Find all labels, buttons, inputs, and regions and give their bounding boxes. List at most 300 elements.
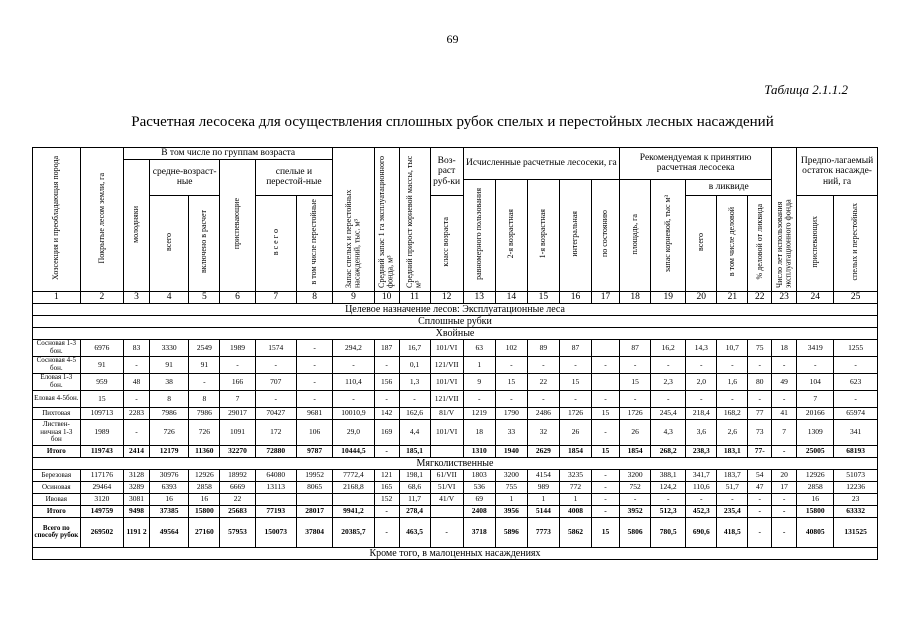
table-cell: 7986 (189, 407, 220, 419)
section-purpose: Целевое назначение лесов: Эксплуатационные леса (33, 303, 878, 315)
table-row (33, 517, 878, 547)
table-cell: 5144 (527, 505, 559, 517)
header-cut-age: Воз-раст руб-ки (430, 148, 463, 196)
header-root-stock: запас корневой, тыс м³ (651, 179, 686, 291)
table-cell: 1803 (463, 469, 495, 481)
column-number: 2 (80, 291, 123, 303)
table-number: Таблица 2.1.1.2 (764, 82, 848, 97)
table-cell: 3952 (620, 505, 651, 517)
table-cell: 169 (374, 419, 399, 445)
table-cell: 1854 (559, 445, 591, 457)
table-cell: 51073 (834, 469, 878, 481)
table-cell: - (255, 390, 296, 407)
table-cell: - (374, 517, 399, 547)
table-cell: 4,4 (399, 419, 430, 445)
table-cell: 29,0 (333, 419, 374, 445)
table-cell: 19952 (296, 469, 332, 481)
table-cell: 119743 (80, 445, 123, 457)
table-cell: 623 (834, 373, 878, 390)
table-cell: 463,5 (399, 517, 430, 547)
table-cell: - (374, 445, 399, 457)
table-cell: - (834, 356, 878, 373)
table-cell: - (220, 356, 255, 373)
table-cell: 2,0 (686, 373, 717, 390)
table-cell: 68193 (834, 445, 878, 457)
table-cell: 3200 (620, 469, 651, 481)
table-cell: 15800 (189, 505, 220, 517)
table-cell: - (495, 390, 527, 407)
table-cell: 15 (592, 407, 620, 419)
table-row (33, 493, 878, 505)
header-forest-land: Покрытые лесом земли, га (80, 148, 123, 292)
table-row (33, 356, 878, 373)
table-cell (592, 339, 620, 356)
table-cell: 101/VI (430, 339, 463, 356)
table-cell (255, 493, 296, 505)
table-cell: 755 (495, 481, 527, 493)
section-conifer: Хвойные (33, 327, 878, 339)
table-cell (333, 493, 374, 505)
table-cell: 989 (527, 481, 559, 493)
table-cell: 6669 (220, 481, 255, 493)
table-cell: 16 (189, 493, 220, 505)
table-cell: 1191 2 (124, 517, 150, 547)
table-cell: 1574 (255, 339, 296, 356)
row-label: Сосновая 1-3 бон. (33, 339, 81, 356)
table-cell: - (296, 390, 332, 407)
table-cell: 7986 (149, 407, 188, 419)
table-cell: 7773 (527, 517, 559, 547)
table-cell: 3289 (124, 481, 150, 493)
table-cell: 1255 (834, 339, 878, 356)
table-cell: 1 (527, 493, 559, 505)
column-number: 5 (189, 291, 220, 303)
table-cell: 16,7 (399, 339, 430, 356)
table-cell: - (620, 356, 651, 373)
column-number: 16 (559, 291, 591, 303)
table-cell: - (527, 390, 559, 407)
table-cell: 1,6 (717, 373, 748, 390)
table-cell: - (374, 356, 399, 373)
table-cell: 1309 (797, 419, 834, 445)
column-number: 22 (748, 291, 772, 303)
table-cell: 149759 (80, 505, 123, 517)
table-cell: 102 (495, 339, 527, 356)
table-row (33, 481, 878, 493)
conifer-rows (33, 339, 878, 457)
table-cell: 32 (527, 419, 559, 445)
table-cell: 18 (772, 339, 797, 356)
table-cell: 12179 (149, 445, 188, 457)
table-cell: 3330 (149, 339, 188, 356)
header-premature: приспевающие (220, 160, 255, 292)
table-cell: 16,2 (651, 339, 686, 356)
column-number: 17 (592, 291, 620, 303)
table-cell (430, 445, 463, 457)
table-cell: - (772, 390, 797, 407)
table-cell: 152 (374, 493, 399, 505)
column-number: 7 (255, 291, 296, 303)
table-cell: 28017 (296, 505, 332, 517)
header-calc-cut: Исчисленные расчетные лесосеки, га (463, 148, 619, 180)
table-cell: 165 (374, 481, 399, 493)
row-label: Березовая (33, 469, 81, 481)
table-cell: 6976 (80, 339, 123, 356)
header-rem-mature: спелых и перестойных (834, 195, 878, 291)
table-cell: - (189, 373, 220, 390)
table-cell: 7 (220, 390, 255, 407)
table-cell: 41/V (430, 493, 463, 505)
table-cell: 51/VI (430, 481, 463, 493)
table-cell: - (651, 493, 686, 505)
table-row (33, 445, 878, 457)
row-label: Ивовая (33, 493, 81, 505)
column-number: 15 (527, 291, 559, 303)
table-cell: 109713 (80, 407, 123, 419)
column-number: 25 (834, 291, 878, 303)
table-cell: - (592, 493, 620, 505)
table-cell: 51,7 (717, 481, 748, 493)
table-row (33, 419, 878, 445)
table-cell: 2486 (527, 407, 559, 419)
table-cell: 8065 (296, 481, 332, 493)
table-cell: 1940 (495, 445, 527, 457)
table-cell: 13113 (255, 481, 296, 493)
table-cell: 20 (772, 469, 797, 481)
table-cell: 61/VII (430, 469, 463, 481)
table-cell: 150073 (255, 517, 296, 547)
table-cell: 68,6 (399, 481, 430, 493)
table-cell: 89 (527, 339, 559, 356)
table-title: Расчетная лесосека для осуществления сплошных рубок спелых и перестойных лесных насаждений (131, 114, 774, 130)
header-age-class: класс возраста (430, 195, 463, 291)
table-cell: 104 (797, 373, 834, 390)
column-number: 4 (149, 291, 188, 303)
header-uniform: равномерного пользования (463, 179, 495, 291)
table-cell: - (772, 445, 797, 457)
table-cell: 726 (149, 419, 188, 445)
header-integral: интегральная (559, 179, 591, 291)
table-cell: 9941,2 (333, 505, 374, 517)
table-cell: 1989 (80, 419, 123, 445)
table-cell: 245,4 (651, 407, 686, 419)
table-cell: 1989 (220, 339, 255, 356)
header-by-state: по состоянию (592, 179, 620, 291)
column-number: 1 (33, 291, 81, 303)
row-label: Сосновая 4-5 бон. (33, 356, 81, 373)
table-cell: 172 (255, 419, 296, 445)
table-cell: - (772, 493, 797, 505)
table-cell: - (430, 517, 463, 547)
table-cell: 48 (124, 373, 150, 390)
table-cell: 131525 (834, 517, 878, 547)
table-cell: - (748, 505, 772, 517)
header-section-species: Хозсекция и преобладающая порода (33, 148, 81, 292)
table-cell: 2408 (463, 505, 495, 517)
table-cell: 3200 (495, 469, 527, 481)
table-cell: - (255, 356, 296, 373)
header-age-groups: В том числе по группам возраста (124, 148, 333, 160)
table-row (33, 505, 878, 517)
table-cell: 1,3 (399, 373, 430, 390)
table-cell: - (772, 356, 797, 373)
table-cell: - (834, 390, 878, 407)
table-cell: 87 (620, 339, 651, 356)
header-avg-growth: Средний прирост корневой массы, тыс м³ (399, 148, 430, 292)
table-cell: 10010,9 (333, 407, 374, 419)
table-cell: 11360 (189, 445, 220, 457)
column-number: 14 (495, 291, 527, 303)
table-cell: 512,3 (651, 505, 686, 517)
column-number: 3 (124, 291, 150, 303)
table-cell: 110,4 (333, 373, 374, 390)
table-cell: 268,2 (651, 445, 686, 457)
table-cell: 1726 (559, 407, 591, 419)
table-cell: 18 (463, 419, 495, 445)
row-label: Еловая 1-3 бон. (33, 373, 81, 390)
column-number: 23 (772, 291, 797, 303)
table-cell: 121 (374, 469, 399, 481)
table-cell: 65974 (834, 407, 878, 419)
table-cell: 18992 (220, 469, 255, 481)
table-cell: 3956 (495, 505, 527, 517)
table-cell: 124,2 (651, 481, 686, 493)
table-cell: 63 (463, 339, 495, 356)
table-cell: 2,3 (651, 373, 686, 390)
table-cell: 1 (559, 493, 591, 505)
table-cell: 25005 (797, 445, 834, 457)
table-cell: 81/V (430, 407, 463, 419)
header-middle-included: включено в расчет (189, 195, 220, 291)
table-cell: 91 (189, 356, 220, 373)
row-label: Осиновая (33, 481, 81, 493)
table-cell: 3,6 (686, 419, 717, 445)
header-mature-over: в том числе перестойные (296, 195, 332, 291)
row-label: Еловая 4-5бон. (33, 390, 81, 407)
table-cell: 690,6 (686, 517, 717, 547)
table-cell: - (748, 356, 772, 373)
table-cell: 142 (374, 407, 399, 419)
table-cell: 2629 (527, 445, 559, 457)
table-cell: 77- (748, 445, 772, 457)
table-cell: 3128 (124, 469, 150, 481)
column-number: 12 (430, 291, 463, 303)
row-label: Пихтовая (33, 407, 81, 419)
table-cell: - (620, 390, 651, 407)
section-soft: Мягколиственные (33, 457, 878, 469)
table-cell: - (620, 493, 651, 505)
table-cell: 780,5 (651, 517, 686, 547)
table-cell: 15 (592, 445, 620, 457)
table-cell: 4008 (559, 505, 591, 517)
table-cell: 452,3 (686, 505, 717, 517)
table-cell: 2414 (124, 445, 150, 457)
table-cell: 156 (374, 373, 399, 390)
table-cell: 9498 (124, 505, 150, 517)
header-young: молодняки (124, 160, 150, 292)
table-cell: - (592, 356, 620, 373)
header-mature: спелые и перестой-ные (255, 160, 333, 196)
table-cell: - (495, 356, 527, 373)
header-liquid-business: в том числе деловой (717, 195, 748, 291)
table-cell: - (686, 493, 717, 505)
header-middle-aged: средне-возраст-ные (149, 160, 219, 196)
table-cell: 29464 (80, 481, 123, 493)
table-cell: 1 (495, 493, 527, 505)
table-cell: 17 (772, 481, 797, 493)
table-cell: 6393 (149, 481, 188, 493)
table-cell: 121/VII (430, 390, 463, 407)
table-cell: - (124, 390, 150, 407)
table-cell: - (717, 390, 748, 407)
table-cell: 10444,5 (333, 445, 374, 457)
table-cell: - (651, 356, 686, 373)
table-cell: 218,4 (686, 407, 717, 419)
column-number: 11 (399, 291, 430, 303)
table-cell: 707 (255, 373, 296, 390)
table-cell: 183,7 (717, 469, 748, 481)
table-cell: 4,3 (651, 419, 686, 445)
header-rem-premature: приспевающих (797, 195, 834, 291)
column-number: 8 (296, 291, 332, 303)
column-number: 19 (651, 291, 686, 303)
table-cell: 27160 (189, 517, 220, 547)
table-cell: - (333, 356, 374, 373)
table-cell: - (374, 390, 399, 407)
table-cell: 91 (149, 356, 188, 373)
column-number: 9 (333, 291, 374, 303)
table-cell: 726 (189, 419, 220, 445)
table-cell: 168,2 (717, 407, 748, 419)
row-label: Итого (33, 505, 81, 517)
header-mature-all: в с е г о (255, 195, 296, 291)
table-cell: 772 (559, 481, 591, 493)
table-cell: - (592, 469, 620, 481)
column-number: 21 (717, 291, 748, 303)
table-cell: 294,2 (333, 339, 374, 356)
table-cell: 187 (374, 339, 399, 356)
table-cell: 9681 (296, 407, 332, 419)
table-cell: 4154 (527, 469, 559, 481)
cut-area-table (32, 147, 878, 560)
header-stock-per-ha: Средний запас 1 га эксплуатационного фонда, м³ (374, 148, 399, 292)
table-cell: 162,6 (399, 407, 430, 419)
table-cell: 25683 (220, 505, 255, 517)
table-cell: 752 (620, 481, 651, 493)
header-liquid-pct: % деловой от ликвида (748, 195, 772, 291)
table-cell: 15 (559, 373, 591, 390)
table-row (33, 469, 878, 481)
table-cell: 2549 (189, 339, 220, 356)
table-cell: 1726 (620, 407, 651, 419)
table-cell: 16 (797, 493, 834, 505)
column-number: 20 (686, 291, 717, 303)
table-cell: 33 (495, 419, 527, 445)
header-liquid: в ликвиде (686, 179, 772, 195)
table-cell: 15 (495, 373, 527, 390)
table-cell: 341,7 (686, 469, 717, 481)
soft-rows (33, 469, 878, 547)
table-cell: - (717, 356, 748, 373)
table-cell: 183,1 (717, 445, 748, 457)
table-cell: 3718 (463, 517, 495, 547)
header-stock-mature: Запас спелых и перестойных насаждений, тыс. м³ (333, 148, 374, 292)
table-cell: 418,5 (717, 517, 748, 547)
table-cell: 83 (124, 339, 150, 356)
table-cell: 536 (463, 481, 495, 493)
column-number: 10 (374, 291, 399, 303)
header-age2: 2-я возрастная (495, 179, 527, 291)
table-cell: - (374, 505, 399, 517)
table-cell: - (592, 390, 620, 407)
header-area: площадь, га (620, 179, 651, 291)
column-number: 6 (220, 291, 255, 303)
table-cell: 9787 (296, 445, 332, 457)
table-cell: 87 (559, 339, 591, 356)
table-cell: 198,1 (399, 469, 430, 481)
table-cell: 15 (620, 373, 651, 390)
header-years: Число лет использования эксплуатационного фонда (772, 148, 797, 292)
table-cell: - (296, 339, 332, 356)
table-cell: 37385 (149, 505, 188, 517)
table-cell: 2858 (189, 481, 220, 493)
table-cell: 1 (463, 356, 495, 373)
table-cell: 75 (748, 339, 772, 356)
column-number: 13 (463, 291, 495, 303)
table-cell: - (797, 356, 834, 373)
table-cell: 20166 (797, 407, 834, 419)
header-age1: 1-я возрастная (527, 179, 559, 291)
column-number: 24 (797, 291, 834, 303)
table-cell: 29017 (220, 407, 255, 419)
table-row (33, 373, 878, 390)
table-cell: 3120 (80, 493, 123, 505)
column-number: 18 (620, 291, 651, 303)
table-cell: 117176 (80, 469, 123, 481)
table-cell: - (559, 356, 591, 373)
table-cell: 106 (296, 419, 332, 445)
table-cell: - (717, 493, 748, 505)
page-number: 69 (446, 32, 459, 46)
table-cell: 32270 (220, 445, 255, 457)
table-cell: - (686, 356, 717, 373)
table-cell: 121/VII (430, 356, 463, 373)
table-cell: 3235 (559, 469, 591, 481)
table-cell: 49564 (149, 517, 188, 547)
table-cell: 16 (149, 493, 188, 505)
table-cell: 57953 (220, 517, 255, 547)
table-cell: 8 (189, 390, 220, 407)
table-cell: 30976 (149, 469, 188, 481)
table-cell: 185,1 (399, 445, 430, 457)
table-cell: 5806 (620, 517, 651, 547)
table-cell: 77 (748, 407, 772, 419)
table-cell: 72880 (255, 445, 296, 457)
table-cell: - (399, 390, 430, 407)
table-cell: 23 (834, 493, 878, 505)
table-cell: - (463, 390, 495, 407)
table-cell: 341 (834, 419, 878, 445)
table-cell: - (772, 505, 797, 517)
table-cell: 7 (797, 390, 834, 407)
table-cell: 101/VI (430, 419, 463, 445)
table-cell: 166 (220, 373, 255, 390)
table-cell (592, 373, 620, 390)
header-middle-all: всего (149, 195, 188, 291)
table-cell: 12926 (189, 469, 220, 481)
table-cell: 22 (527, 373, 559, 390)
table-row (33, 390, 878, 407)
